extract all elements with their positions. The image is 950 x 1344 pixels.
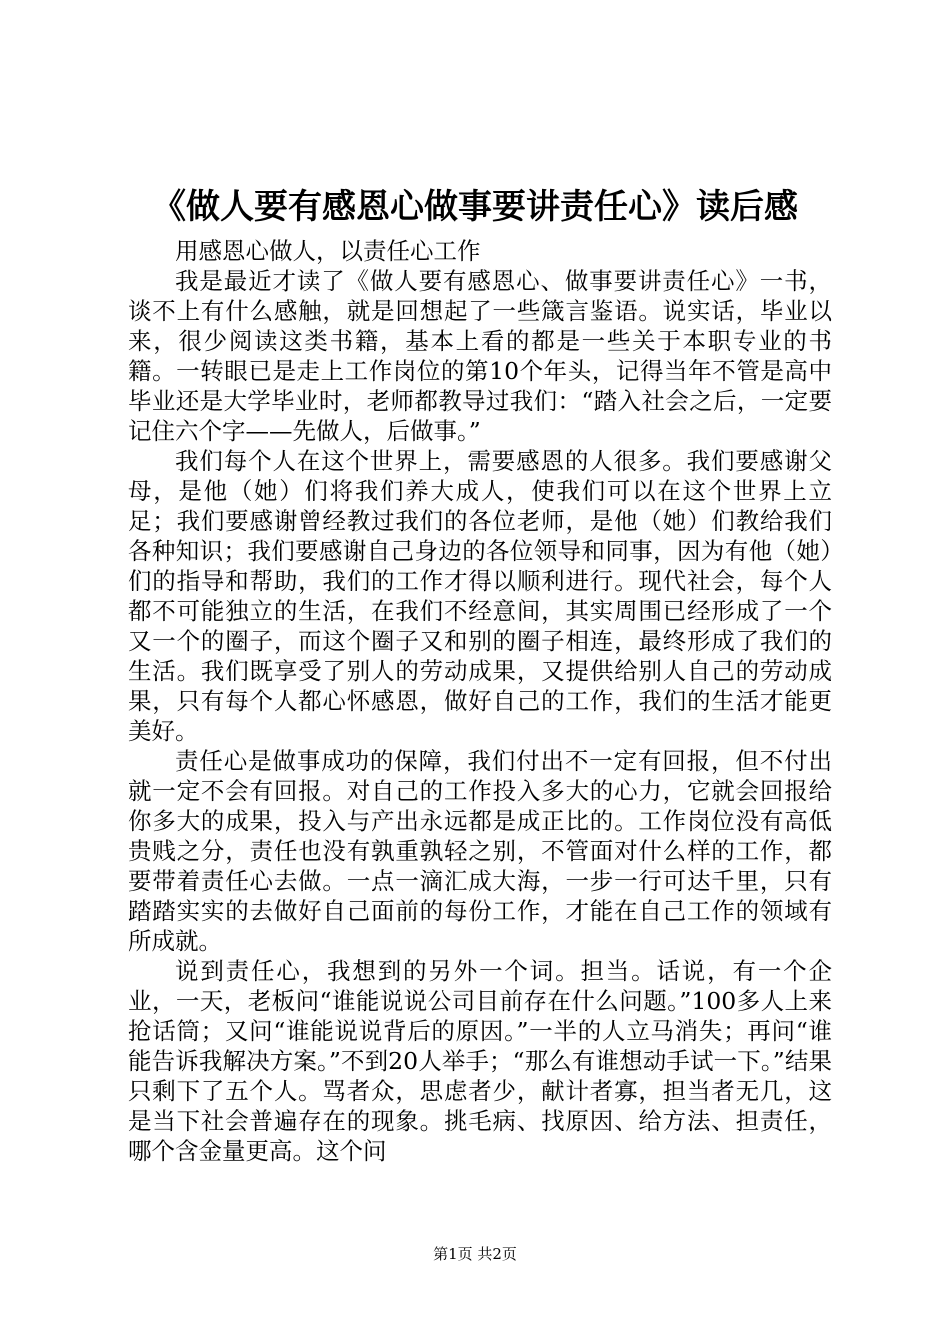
body-paragraph-4: 说到责任心，我想到的另外一个词。担当。话说，有一个企业，一天，老板问“谁能说说公司目前存在什么问题。”100多人上来抢话筒；又问“谁能说说背后的原因。”一半的人立马消失；再问“谁能告诉我解决方案。”不到20人举手；“那么有谁想动手试一下。”结果只剩下了五个人。骂者众，思虑者少，献计者寡，担当者无几，这是当下社会普遍存在的现象。挑毛病、找原因、给方法、担责任，哪个含金量更高。这个问 xyxy=(128,957,832,1165)
document-title: 《做人要有感恩心做事要讲责任心》读后感 xyxy=(152,187,798,227)
body-paragraph-3: 责任心是做事成功的保障，我们付出不一定有回报，但不付出就一定不会有回报。对自己的工作投入多大的心力，它就会回报给你多大的成果，投入与产出永远都是成正比的。工作岗位没有高低贵贱之分，责任也没有孰重孰轻之别，不管面对什么样的工作，都要带着责任心去做。一点一滴汇成大海，一步一行可达千里，只有踏踏实实的去做好自己面前的每份工作，才能在自己工作的领域有所成就。 xyxy=(128,747,832,955)
document-body xyxy=(128,236,832,1166)
page-number-footer: 第1页 共2页 xyxy=(433,1245,517,1263)
subtitle-paragraph: 用感恩心做人，以责任心工作 xyxy=(175,237,481,265)
body-paragraph-1: 我是最近才读了《做人要有感恩心、做事要讲责任心》一书，谈不上有什么感触，就是回想起了一些箴言鉴语。说实话，毕业以来，很少阅读这类书籍，基本上看的都是一些关于本职专业的书籍。一转眼已是走上工作岗位的第10个年头，记得当年不管是高中毕业还是大学毕业时，老师都教导过我们：“踏入社会之后，一定要记住六个字——先做人，后做事。” xyxy=(128,267,832,445)
body-paragraph-2: 我们每个人在这个世界上，需要感恩的人很多。我们要感谢父母，是他（她）们将我们养大成人，使我们可以在这个世界上立足；我们要感谢曾经教过我们的各位老师，是他（她）们教给我们各种知识；我们要感谢自己身边的各位领导和同事，因为有他（她）们的指导和帮助，我们的工作才得以顺利进行。现代社会，每个人都不可能独立的生活，在我们不经意间，其实周围已经形成了一个又一个的圈子，而这个圈子又和别的圈子相连，最终形成了我们的生活。我们既享受了别人的劳动成果，又提供给别人自己的劳动成果，只有每个人都心怀感恩，做好自己的工作，我们的生活才能更美好。 xyxy=(128,447,832,745)
